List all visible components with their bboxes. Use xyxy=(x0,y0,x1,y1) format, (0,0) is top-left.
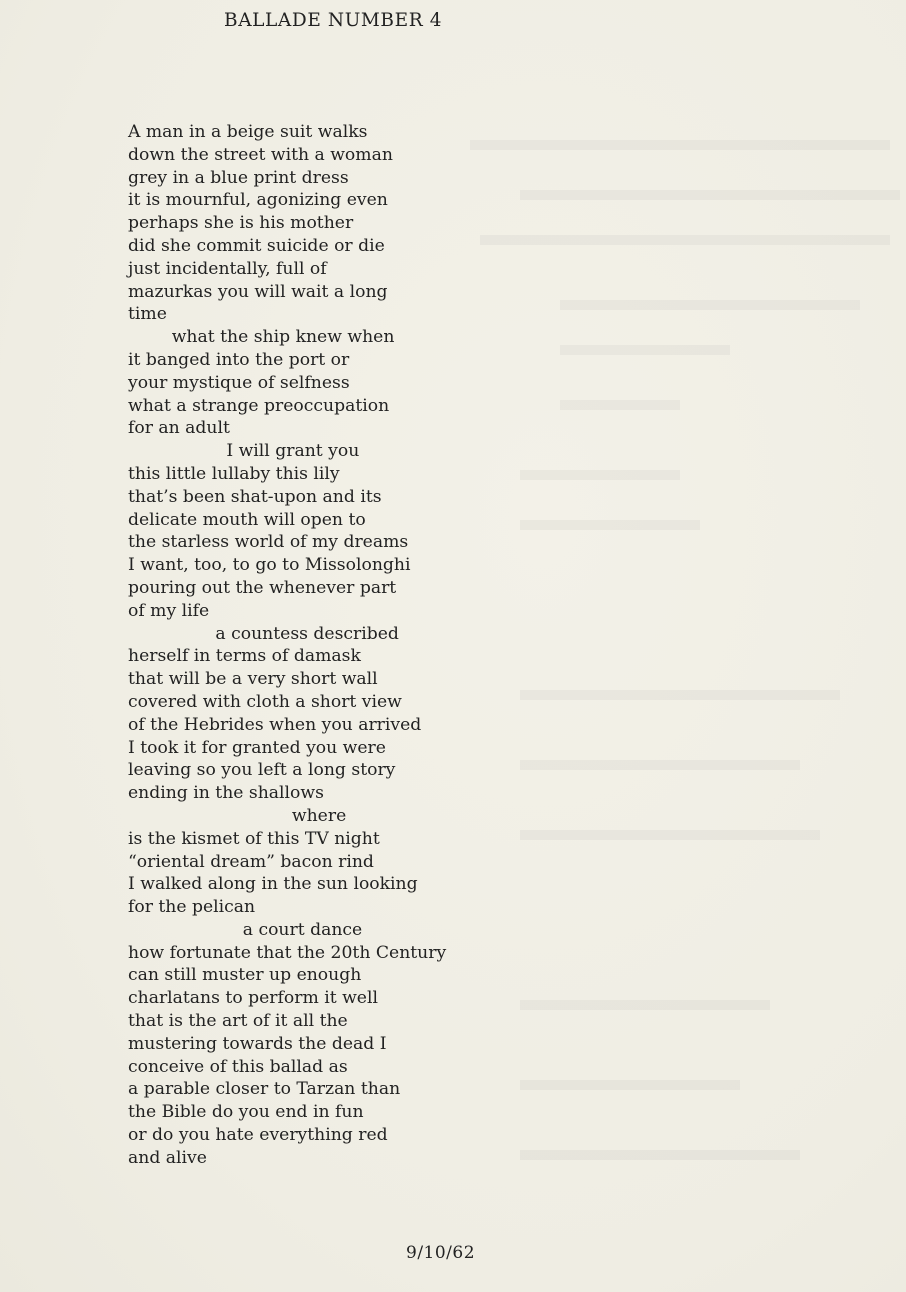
poem-line: A man in a beige suit walks xyxy=(128,122,368,142)
poem-line: for the pelican xyxy=(128,897,256,918)
poem-line: a parable closer to Tarzan than xyxy=(128,1079,401,1100)
poem-line: charlatans to perform it well xyxy=(128,988,378,1009)
poem-line: I want, too, to go to Missolonghi xyxy=(128,555,411,576)
poem-line: grey in a blue print dress xyxy=(128,167,349,188)
poem-line: mazurkas you will wait a long xyxy=(128,281,388,302)
poem-line: I will grant you xyxy=(128,441,360,462)
poem-line: delicate mouth will open to xyxy=(128,509,366,530)
poem-line: it is mournful, agonizing even xyxy=(128,190,388,211)
poem-line: what the ship knew when xyxy=(128,327,395,348)
poem-title: BALLADE NUMBER 4 xyxy=(224,10,443,31)
poem-line: is the kismet of this TV night xyxy=(128,828,380,849)
poem-line: that’s been shat-upon and its xyxy=(128,486,382,507)
poem-line: or do you hate everything red xyxy=(128,1125,388,1146)
poem-line: what a strange preoccupation xyxy=(128,395,390,416)
poem-line: how fortunate that the 20th Century xyxy=(128,942,447,963)
poem-line: the Bible do you end in fun xyxy=(128,1102,364,1123)
poem-line: a countess described xyxy=(128,623,399,644)
poem-line: pouring out the whenever part xyxy=(128,577,397,598)
poem-line: covered with cloth a short view xyxy=(128,691,402,712)
poem-line: of my life xyxy=(128,600,210,621)
poem-line: a court dance xyxy=(128,919,363,940)
poem-line: and alive xyxy=(128,1147,207,1168)
poem-line: conceive of this ballad as xyxy=(128,1056,348,1077)
poem-line: I took it for granted you were xyxy=(128,737,386,758)
poem-line: your mystique of selfness xyxy=(128,372,350,393)
poem-line: that is the art of it all the xyxy=(128,1011,348,1032)
poem-line: the starless world of my dreams xyxy=(128,532,409,553)
poem-line: for an adult xyxy=(128,418,230,439)
poem-line: “oriental dream” bacon rind xyxy=(128,851,374,872)
poem-line: of the Hebrides when you arrived xyxy=(128,714,422,735)
poem-body xyxy=(128,121,446,1170)
poem-line: ending in the shallows xyxy=(128,783,324,804)
poem-line: time xyxy=(128,304,167,325)
poem-line: that will be a very short wall xyxy=(128,669,378,690)
poem-line: perhaps she is his mother xyxy=(128,213,354,234)
poem-line: this little lullaby this lily xyxy=(128,463,340,484)
poem-line: can still muster up enough xyxy=(128,965,362,986)
poem-line: down the street with a woman xyxy=(128,144,393,165)
poem-line: just incidentally, full of xyxy=(128,258,327,279)
poem-line: it banged into the port or xyxy=(128,349,350,370)
poem-line: mustering towards the dead I xyxy=(128,1033,387,1054)
poem-line: where xyxy=(128,805,347,826)
poem-line: I walked along in the sun looking xyxy=(128,874,418,895)
poem-line: leaving so you left a long story xyxy=(128,760,396,781)
poem-line: did she commit suicide or die xyxy=(128,235,385,256)
poem-line: herself in terms of damask xyxy=(128,646,361,667)
poem-date: 9/10/62 xyxy=(406,1243,476,1263)
